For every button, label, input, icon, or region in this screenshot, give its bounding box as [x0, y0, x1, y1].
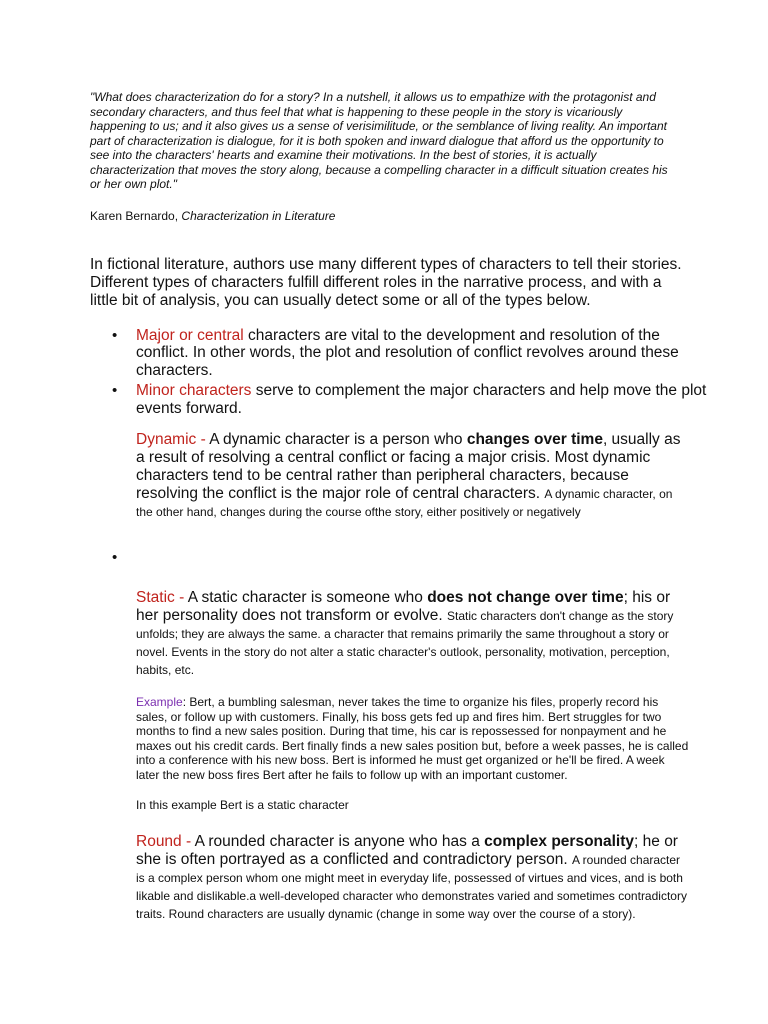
round-lead: A rounded character is anyone who has a — [194, 833, 485, 850]
term-dynamic: Dynamic — [136, 431, 197, 448]
static-note: Static characters don't change as the story unfolds; they are always the same. a character that remains primarily the same throughout a story or novel. Events in the story do not alter a static character's outlook, personality, motivation, perception, habits, etc. — [136, 609, 674, 677]
list-item-major — [90, 327, 708, 380]
round-definition — [136, 833, 691, 923]
example-text: : Bert, a bumbling salesman, never takes the time to organize his files, properly record his sales, or follow up with customers. Finally, his boss gets fed up and fires him. Bert struggles for two months to find a new sales position. During that time, his car is repossessed for nonpayment and he maxes out his credit cards. Bert finally finds a new sales position but, before a week passes, he is called into a conference with his new boss. Bert is informed he must get organized or he'll be fired. A week later the new boss fires Bert after he fails to follow up with an important customer. — [136, 695, 689, 782]
minor-description: serve to complement the major characters and help move the plot events forward. — [136, 382, 707, 417]
example-paragraph — [136, 695, 691, 782]
dynamic-dash: - — [196, 431, 210, 448]
round-note: A rounded character is a complex person whom one might meet in everyday life, possessed of virtues and vices, and is both likable and dislikable.a well-developed character who demonstrates varied and sometimes contradictory traits. Round characters are usually dynamic (change in some way over the course of a story). — [136, 853, 687, 921]
intro-paragraph: In fictional literature, authors use many different types of characters to tell their stories. Different types of characters fulfill different roles in the narrative process, and with a little bit of analysis, you can usually detect some or all of the types below. — [90, 255, 682, 309]
dynamic-lead: A dynamic character is a person who — [209, 431, 467, 448]
round-rest: ; he or she is often portrayed as a conflicted and contradictory person. — [136, 833, 678, 868]
epigraph-quote: "What does characterization do for a story? In a nutshell, it allows us to empathize with the protagonist and secondary characters, and thus feel that what is happening to these people in the story is vicariously happening to us; and it also gives us a sense of verisimilitude, or the semblance of living reality. An important part of characterization is dialogue, for it is both spoken and inward dialogue that afford us the opportunity to see into the characters' hearts and examine their motivations. In the best of stories, it is actually characterization that moves the story along, because a compelling character in a difficult situation creates his or her own plot." — [90, 90, 668, 191]
static-rest: ; his or her personality does not transform or evolve. — [136, 589, 671, 624]
static-definition — [136, 589, 691, 679]
bullet-icon: • — [112, 382, 118, 399]
dynamic-note: A dynamic character, on the other hand, changes during the course ofthe story, either positively or negatively — [136, 487, 673, 519]
bullet-icon: • — [112, 326, 118, 344]
term-round: Round — [136, 833, 182, 850]
major-description: characters are vital to the development and resolution of the conflict. In other words, the plot and resolution of conflict revolves around these characters. — [136, 326, 679, 379]
attribution-separator: , — [174, 208, 182, 223]
term-major: Major or central — [136, 326, 244, 344]
attribution-book: Characterization in Literature — [181, 208, 336, 223]
bullet-icon: • — [112, 549, 118, 566]
example-label: Example — [136, 695, 183, 709]
term-static: Static — [136, 589, 175, 606]
list-item-minor — [90, 382, 708, 417]
static-key-phrase: does not change over time — [427, 589, 624, 606]
dynamic-rest: , usually as a result of resolving a central conflict or facing a major crisis. Most dynamic characters tend to be central rather than peripheral characters, because resolving the conflict is the major role of central characters. — [136, 431, 681, 502]
attribution-author: Karen Bernardo — [90, 208, 175, 223]
empty-list-item — [90, 549, 708, 567]
dynamic-key-phrase: changes over time — [466, 431, 603, 448]
dynamic-definition — [136, 431, 691, 521]
static-lead: A static character is someone who — [187, 589, 428, 606]
quote-attribution — [90, 209, 708, 223]
static-dash: - — [174, 589, 188, 606]
example-note: In this example Bert is a static character — [136, 798, 349, 812]
round-dash: - — [181, 833, 195, 850]
round-key-phrase: complex personality — [484, 833, 635, 850]
term-minor: Minor characters — [136, 382, 252, 399]
character-types-list — [90, 327, 708, 418]
